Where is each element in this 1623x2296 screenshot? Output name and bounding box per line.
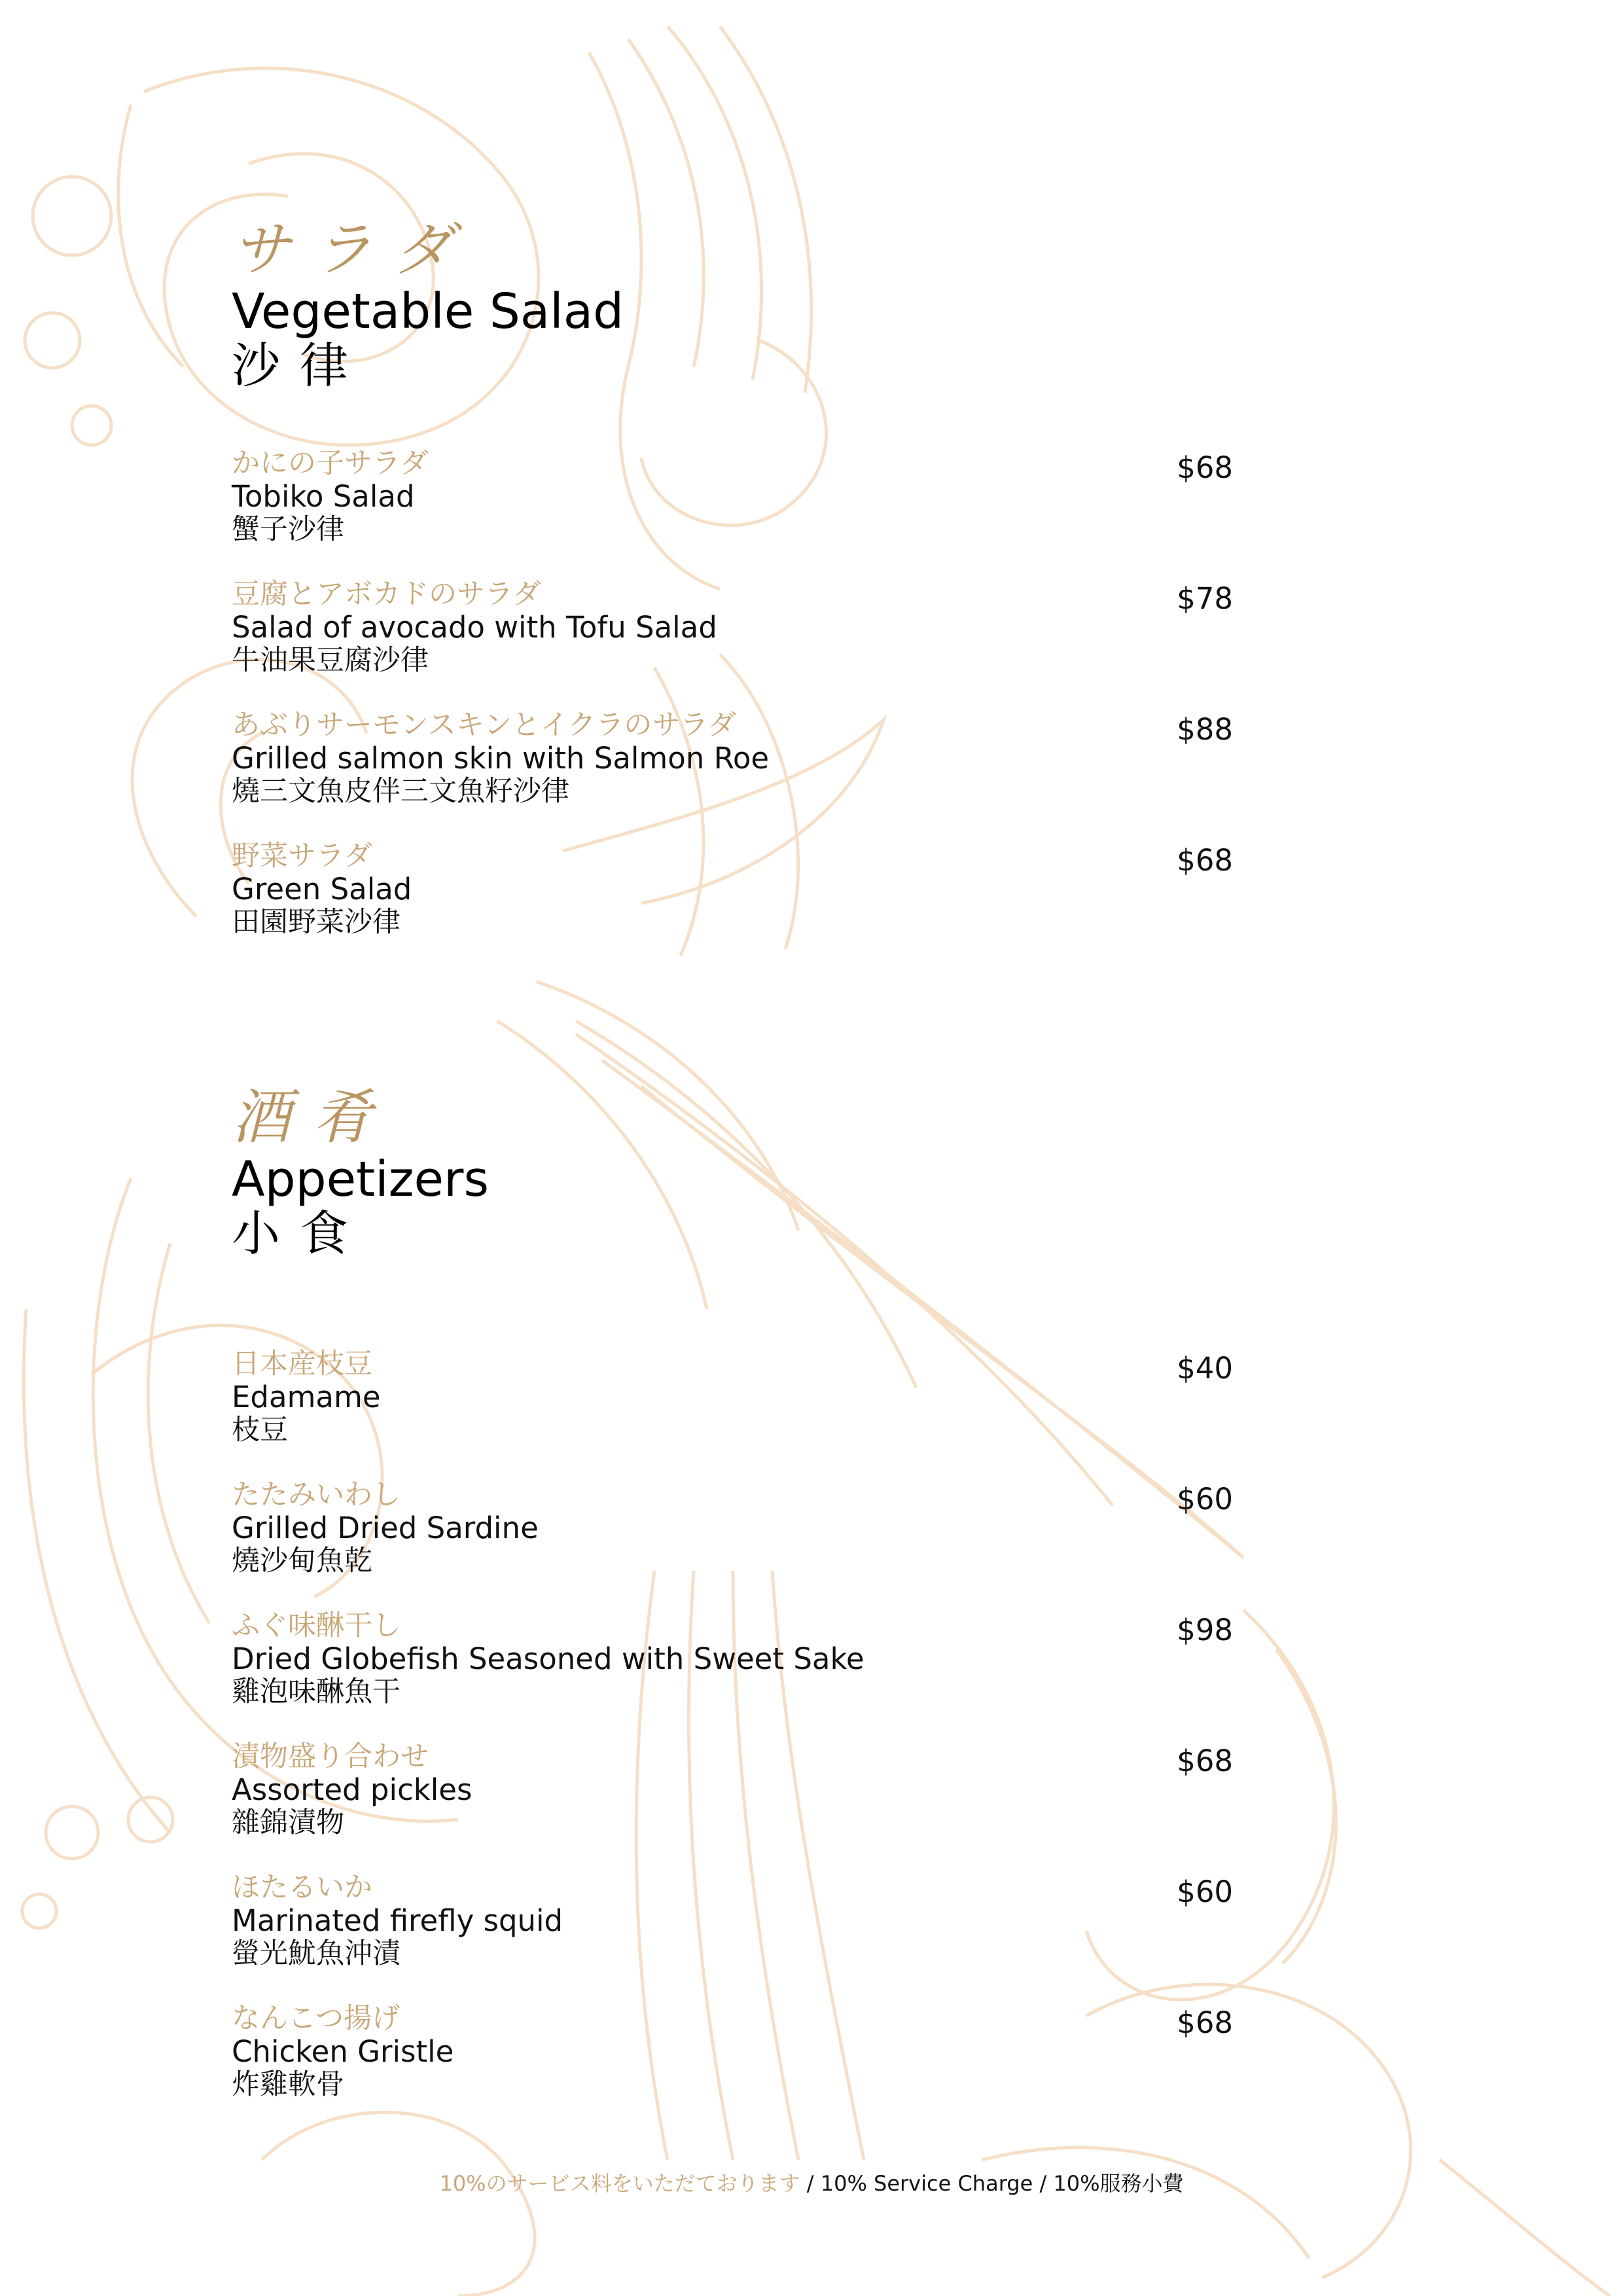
menu-item [232, 1740, 1233, 1871]
section-title-zh: 小食 [232, 1206, 368, 1262]
item-name-en: Chicken Gristle [232, 2034, 454, 2069]
item-name-zh: 螢光魷魚沖漬 [232, 1937, 401, 1970]
item-name-en: Tobiko Salad [232, 479, 415, 514]
item-name-zh: 燒三文魚皮伴三文魚籽沙律 [232, 775, 569, 808]
menu-list-appetizers [232, 1347, 1233, 2132]
item-name-en: Grilled salmon skin with Salmon Roe [232, 741, 770, 776]
item-name-zh: 雜錦漬物 [232, 1806, 344, 1839]
section-title-zh: 沙律 [232, 338, 368, 394]
service-charge-note [0, 2170, 1623, 2197]
menu-item [232, 1347, 1233, 1478]
item-name-zh: 炸雞軟骨 [232, 2068, 344, 2101]
item-name-zh: 雞泡味醂魚干 [232, 1676, 401, 1708]
item-name-en: Grilled Dried Sardine [232, 1511, 539, 1545]
item-name-jp: ほたるいか [232, 1871, 372, 1904]
item-name-en: Salad of avocado with Tofu Salad [232, 610, 717, 645]
item-name-en: Edamame [232, 1380, 381, 1414]
section-title-en: Appetizers [232, 1151, 490, 1208]
section-header-appetizers [232, 1085, 489, 1261]
item-name-zh: 田園野菜沙律 [232, 906, 401, 939]
menu-item [232, 577, 1233, 708]
service-charge-en-zh: / 10% Service Charge / 10%服務小費 [800, 2171, 1184, 2196]
item-name-en: Green Salad [232, 872, 412, 906]
item-name-jp: 豆腐とアボカドのサラダ [232, 578, 541, 611]
section-title-en: Vegetable Salad [232, 283, 624, 340]
item-name-zh: 燒沙甸魚乾 [232, 1545, 372, 1577]
item-name-jp: かにの子サラダ [232, 447, 429, 480]
menu-item [232, 446, 1233, 577]
menu-item [232, 839, 1233, 970]
menu-item [232, 1871, 1233, 2001]
item-price: $60 [1177, 1874, 1233, 1909]
item-price: $68 [1177, 450, 1233, 485]
item-name-jp: 日本産枝豆 [232, 1348, 372, 1380]
item-name-en: Marinated firefly squid [232, 1903, 563, 1938]
item-price: $78 [1177, 581, 1233, 616]
item-name-zh: 牛油果豆腐沙律 [232, 644, 429, 677]
item-price: $68 [1177, 843, 1233, 878]
menu-item [232, 708, 1233, 839]
item-price: $68 [1177, 1744, 1233, 1778]
item-price: $60 [1177, 1482, 1233, 1516]
menu-item [232, 2001, 1233, 2132]
item-price: $68 [1177, 2005, 1233, 2040]
item-name-jp: 野菜サラダ [232, 840, 372, 872]
item-price: $88 [1177, 712, 1233, 747]
menu-list-salad [232, 446, 1233, 970]
item-name-en: Dried Globefish Seasoned with Sweet Sake [232, 1641, 865, 1676]
item-name-zh: 枝豆 [232, 1414, 288, 1446]
menu-item [232, 1609, 1233, 1740]
item-name-jp: あぶりサーモンスキンとイクラのサラダ [232, 709, 736, 742]
item-price: $98 [1177, 1613, 1233, 1647]
item-name-zh: 蟹子沙律 [232, 513, 344, 546]
item-name-jp: 漬物盛り合わせ [232, 1740, 429, 1773]
item-name-en: Assorted pickles [232, 1772, 473, 1807]
section-title-jp: 酒肴 [232, 1083, 394, 1152]
service-charge-jp: 10%のサービス料をいただております [439, 2171, 800, 2196]
item-name-jp: たたみいわし [232, 1479, 401, 1511]
item-name-jp: ふぐ味醂干し [232, 1609, 401, 1642]
item-price: $40 [1177, 1351, 1233, 1386]
section-title-jp: サラダ [232, 215, 475, 284]
menu-item [232, 1478, 1233, 1609]
section-header-salad [232, 217, 624, 393]
item-name-jp: なんこつ揚げ [232, 2002, 401, 2035]
